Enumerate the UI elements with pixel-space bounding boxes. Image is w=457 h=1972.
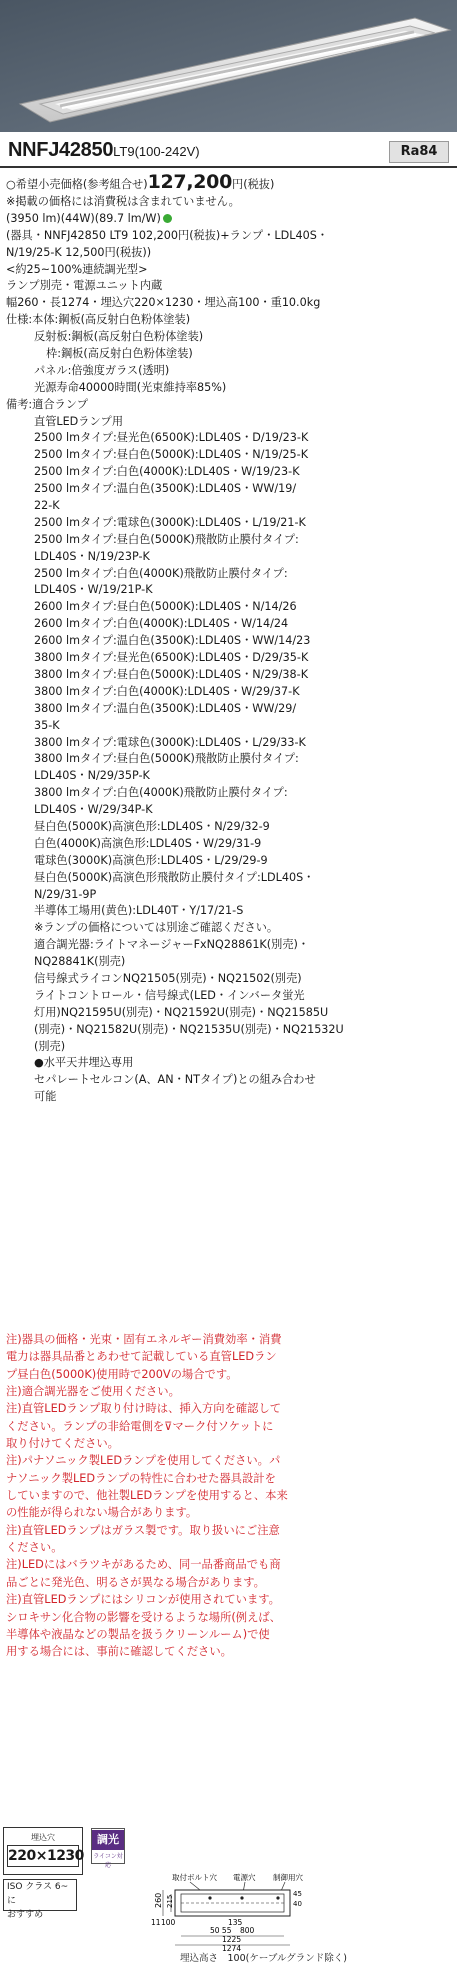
- spec-line: 直管LEDランプ用: [34, 414, 124, 428]
- spec-line: 22-K: [34, 499, 60, 513]
- dimming-badge: [91, 1828, 125, 1869]
- label-bolt: 取付ボルト穴: [172, 1873, 217, 1882]
- spec-text: [6, 170, 452, 1106]
- spec-line: 3800 lmタイプ:白色(4000K):LDL40S・W/29/37-K: [34, 684, 300, 698]
- spec-line: LDL40S・N/29/35P-K: [34, 769, 150, 783]
- spec-line: セパレートセルコン(A、AN・NTタイプ)との組み合わせ: [34, 1073, 316, 1087]
- dimension-diagram: [130, 1870, 457, 1955]
- spec-line: 2500 lmタイプ:電球色(3000K):LDL40S・L/19/21-K: [34, 515, 306, 529]
- dim-11: 11: [151, 1918, 161, 1927]
- spec-line: 3800 lmタイプ:電球色(3000K):LDL40S・L/29/33-K: [34, 735, 306, 749]
- spec-line: <約25~100%連続調光型>: [6, 262, 148, 276]
- note-line: 注)直管LEDランプ取り付け時は、挿入方向を確認して: [6, 1402, 282, 1416]
- spec-line: 2500 lmタイプ:温白色(3500K):LDL40S・WW/19/: [34, 482, 297, 496]
- note-line: の性能が得られない場合があります。: [6, 1506, 198, 1520]
- spec-line: (別売): [34, 1039, 66, 1053]
- spec-line: 白色(4000K)高演色形:LDL40S・W/29/31-9: [34, 836, 262, 850]
- spec-line: 信号線式ライコンNQ21505(別売)・NQ21502(別売): [34, 971, 302, 985]
- note-line: 注)器具の価格・光束・固有エネルギー消費効率・消費: [6, 1333, 282, 1346]
- note-line: 半導体や液晶などの製品を扱うクリーンルーム)で使: [6, 1627, 270, 1641]
- spec-line: パネル:倍強度ガラス(透明): [34, 363, 170, 377]
- spec-line: ランプ別売・電源ユニット内蔵: [6, 279, 163, 293]
- spec-line: N/19/25-K 12,500円(税抜)): [6, 245, 152, 259]
- note-line: していますので、他社製LEDランプを使用すると、本来: [6, 1489, 288, 1503]
- dim-100: 100: [161, 1918, 176, 1927]
- spec-line: 備考:適合ランプ: [6, 397, 89, 411]
- spec-line: 灯用)NQ21595U(別売)・NQ21592U(別売)・NQ21585U: [34, 1005, 329, 1019]
- spec-line: 35-K: [34, 718, 60, 732]
- note-line: 注)LEDにはバラツキがあるため、同一品番商品でも商: [6, 1558, 281, 1572]
- dim-45: 45: [293, 1890, 302, 1898]
- spec-line: 2500 lmタイプ:昼白色(5000K)飛散防止膜付タイプ:: [34, 532, 299, 546]
- spec-line: LDL40S・N/19/23P-K: [34, 549, 150, 563]
- note-line: 注)直管LEDランプはガラス製です。取り扱いにご注意: [6, 1523, 280, 1537]
- spec-line: 昼白色(5000K)高演色形:LDL40S・N/29/32-9: [34, 819, 270, 833]
- spec-line: 可能: [34, 1090, 57, 1104]
- note-line: 品ごとに発光色、明るさが異なる場合があります。: [6, 1575, 265, 1589]
- label-control: 制御用穴: [273, 1873, 303, 1882]
- spec-line: 2500 lmタイプ:昼白色(5000K):LDL40S・N/19/25-K: [34, 448, 309, 462]
- voltage: (100-242V): [134, 144, 200, 159]
- spec-line: N/29/31-9P: [34, 887, 97, 901]
- spec-line: ※ランプの価格については別途ご確認ください。: [34, 921, 279, 935]
- model-header: [8, 139, 449, 165]
- spec-line: 枠:鋼板(高反射白色粉体塗装): [46, 347, 193, 361]
- dim-215: 215: [166, 1894, 174, 1908]
- iso-line2: おすすめ: [7, 1910, 44, 1920]
- spec-line: ●水平天井埋込専用: [34, 1056, 134, 1070]
- note-line: 取り付けてください。: [6, 1437, 119, 1451]
- dimming-label: 調光: [92, 1830, 124, 1850]
- note-line: シロキサン化合物の影響を受けるような場所(例えば、: [6, 1610, 281, 1624]
- note-line: 電力は器具品番とあわせて記載している直管LEDラン: [6, 1350, 277, 1364]
- ra-badge: Ra84: [389, 141, 449, 163]
- cutout-badge: [3, 1827, 83, 1875]
- eco-mark-icon: [163, 214, 172, 223]
- header-divider: [0, 166, 457, 168]
- tax-note: ※掲載の価格には消費税は含まれていません。: [6, 195, 240, 208]
- spec-line: 2500 lmタイプ:白色(4000K)飛散防止膜付タイプ:: [34, 566, 288, 580]
- note-line: 注)パナソニック製LEDランプを使用してください。パ: [6, 1454, 281, 1468]
- price-value: 127,200: [147, 171, 233, 193]
- spec-line: 反射板:鋼板(高反射白色粉体塗装): [34, 330, 204, 344]
- dim-50-55: 50 55: [210, 1926, 232, 1935]
- spec-line: 電球色(3000K)高演色形:LDL40S・L/29/29-9: [34, 853, 268, 867]
- spec-line: LDL40S・W/29/34P-K: [34, 803, 153, 817]
- spec-line: ライトコントロール・信号線式(LED・インバータ蛍光: [34, 988, 305, 1002]
- spec-line: 幅260・長1274・埋込穴220×1230・埋込高100・重10.0kg: [6, 296, 321, 310]
- spec-line: 2500 lmタイプ:昼光色(6500K):LDL40S・D/19/23-K: [34, 431, 309, 445]
- spec-line: 仕様:本体:鋼板(高反射白色粉体塗装): [6, 313, 191, 327]
- iso-badge: [3, 1879, 77, 1920]
- spec-line: (別売)・NQ21582U(別売)・NQ21535U(別売)・NQ21532U: [34, 1022, 344, 1036]
- spec-line: LDL40S・W/19/21P-K: [34, 583, 153, 597]
- spec-line: NQ28841K(別売): [34, 955, 126, 969]
- spec-line: 3800 lmタイプ:昼光色(6500K):LDL40S・D/29/35-K: [34, 651, 309, 665]
- spec-line: 2600 lmタイプ:昼白色(5000K):LDL40S・N/14/26: [34, 600, 297, 614]
- label-power: 電源穴: [233, 1873, 256, 1882]
- dim-260: 260: [154, 1892, 163, 1908]
- dim-1225: 1225: [222, 1935, 242, 1944]
- spec-line: 3800 lmタイプ:昼白色(5000K)飛散防止膜付タイプ:: [34, 752, 299, 766]
- dim-1274: 1274: [222, 1944, 242, 1953]
- caution-notes: [6, 1331, 450, 1661]
- note-line: ください。: [6, 1541, 63, 1555]
- dim-800: 800: [240, 1926, 255, 1935]
- spec-line: 3800 lmタイプ:白色(4000K)飛散防止膜付タイプ:: [34, 786, 288, 800]
- spec-line: 3800 lmタイプ:温白色(3500K):LDL40S・WW/29/: [34, 701, 297, 715]
- spec-line: 2600 lmタイプ:温白色(3500K):LDL40S・WW/14/23: [34, 634, 311, 648]
- note-line: プ昼白色(5000K)使用時で200Vの場合です。: [6, 1367, 238, 1381]
- dimming-sub: ライコン対応: [93, 1853, 123, 1869]
- spec-line: 2500 lmタイプ:白色(4000K):LDL40S・W/19/23-K: [34, 465, 300, 479]
- note-line: 用する場合には、事前に確認してください。: [6, 1645, 232, 1659]
- price-line: ○希望小売価格(参考組合せ)127,200円(税抜): [6, 171, 275, 193]
- note-line: ください。ランプの非給電側を⊽マーク付ソケットに: [6, 1419, 274, 1433]
- iso-line1: ISO クラス 6~に: [7, 1882, 69, 1906]
- dim-135: 135: [228, 1918, 243, 1927]
- spec-line: 2600 lmタイプ:白色(4000K):LDL40S・W/14/24: [34, 617, 289, 631]
- note-line: 注)適合調光器をご使用ください。: [6, 1385, 180, 1399]
- note-line: ナソニック製LEDランプの特性に合わせた器具設計を: [6, 1471, 276, 1485]
- spec-line: 光源寿命40000時間(光束維持率85%): [34, 380, 227, 394]
- model-suffix: LT9: [113, 144, 135, 159]
- spec-line: (器具・NNFJ42850 LT9 102,200円(税抜)+ランプ・LDL40S・: [6, 228, 329, 242]
- efficiency-line: (3950 lm)(44W)(89.7 lm/W): [6, 211, 452, 228]
- model-number: NNFJ42850LT9(100-242V): [8, 139, 200, 161]
- product-image: [0, 0, 457, 132]
- cutout-label: 埋込穴: [31, 1833, 55, 1842]
- cutout-value: 220×1230: [7, 1845, 79, 1867]
- spec-line: 3800 lmタイプ:昼白色(5000K):LDL40S・N/29/38-K: [34, 667, 309, 681]
- dim-40: 40: [293, 1900, 302, 1908]
- note-line: 注)直管LEDランプにはシリコンが使用されています。: [6, 1593, 280, 1607]
- spec-line: 半導体工場用(黄色):LDL40T・Y/17/21-S: [34, 904, 244, 918]
- embed-height-note: 埋込高さ 100(ケーブルグランド除く): [180, 1953, 348, 1964]
- spec-line: 昼白色(5000K)高演色形飛散防止膜付タイプ:LDL40S・: [34, 870, 315, 884]
- spec-line: 適合調光器:ライトマネージャーFxNQ28861K(別売)・: [34, 938, 310, 952]
